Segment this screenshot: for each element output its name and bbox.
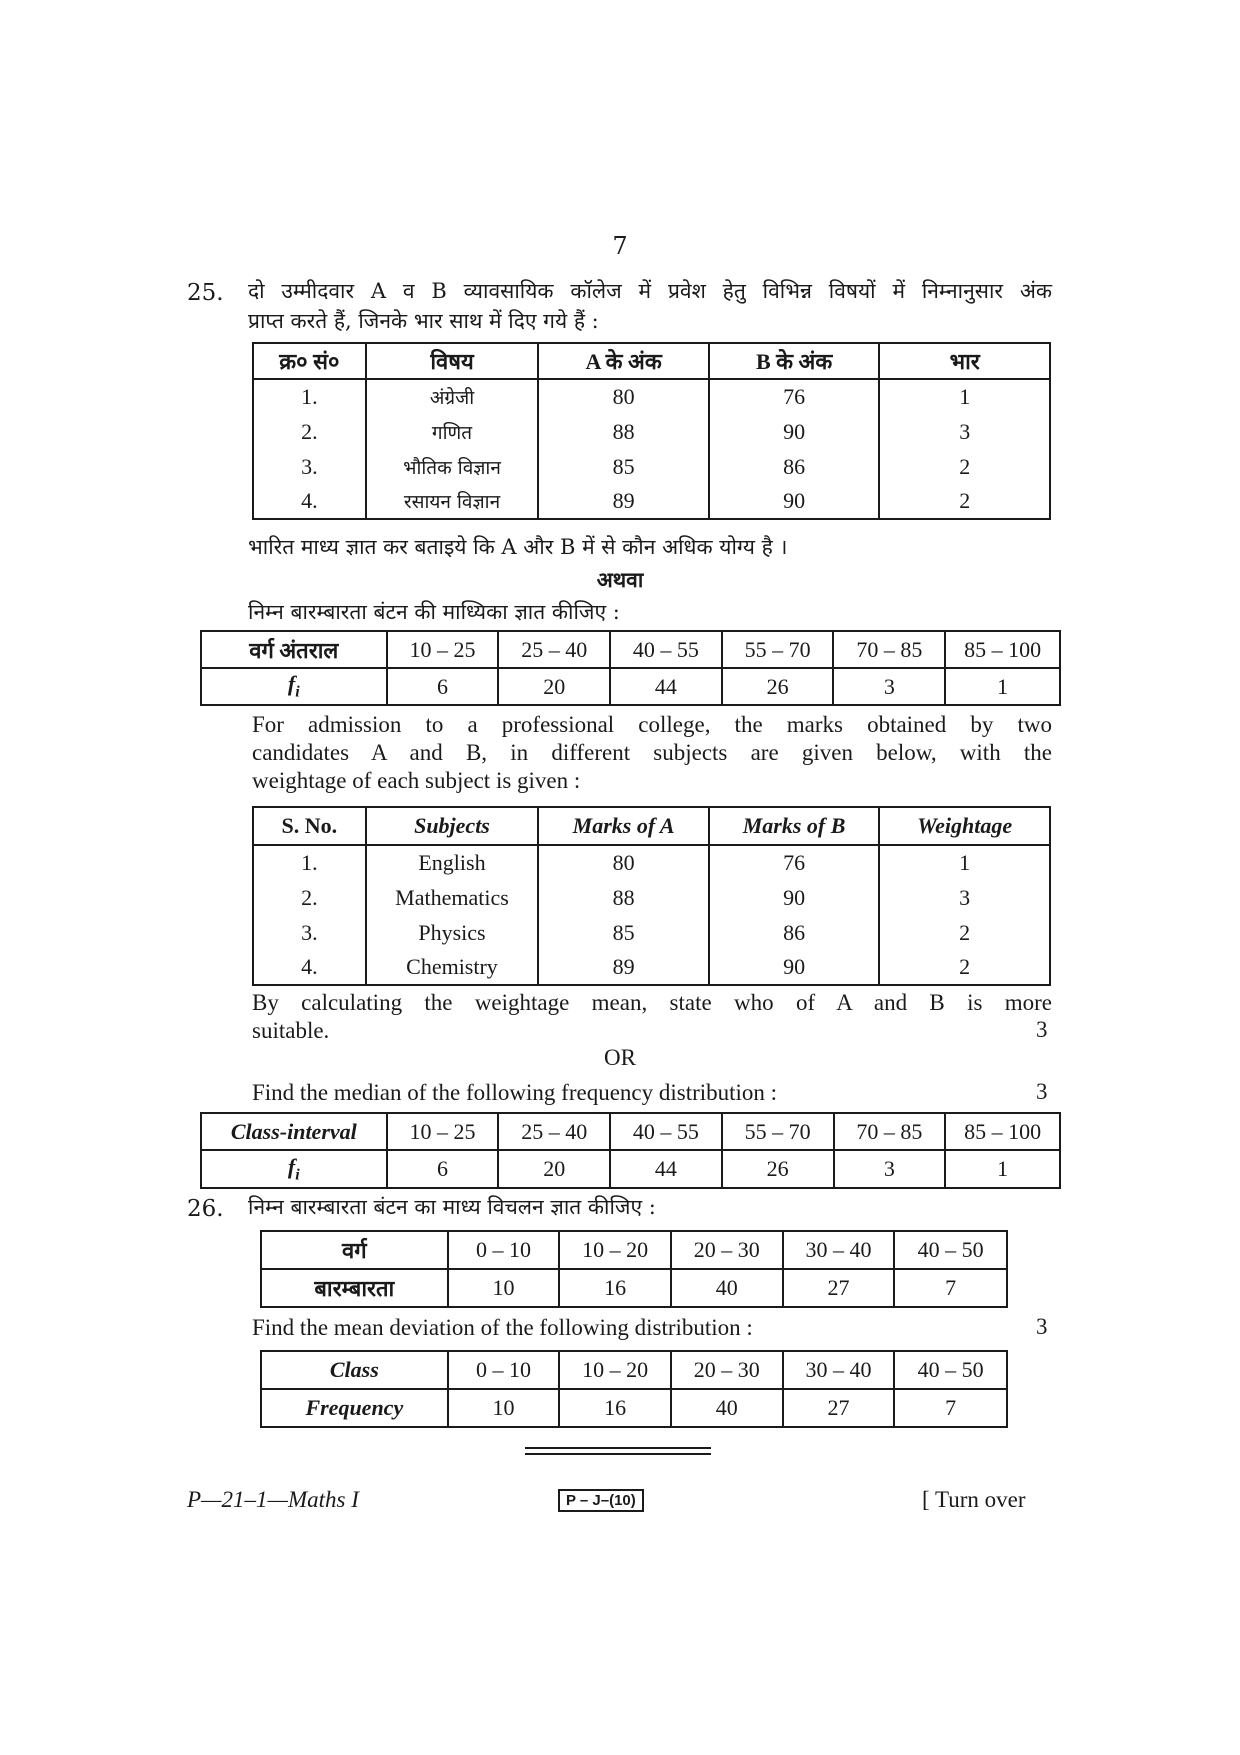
q26-english-frequency-table (260, 1350, 1008, 1428)
cell-frequency: 16 (559, 1389, 671, 1427)
q25-hindi-intro-line-1: दो उम्मीदवार A व B व्यावसायिक कॉलेज में प्रवेश हेतु विभिन्न विषयों में निम्नानुसार अंक (248, 279, 1052, 303)
header-serial-no: S. No. (253, 807, 366, 845)
cell-class: 0 – 10 (448, 1231, 560, 1269)
q25-hindi-frequency-table (200, 630, 1061, 706)
header-marks-a: A के अंक (538, 343, 709, 379)
page-number: 7 (612, 232, 628, 260)
cell: 85 (538, 449, 709, 484)
q25-hindi-intro-line-2: प्राप्त करते हैं, जिनके भार साथ में दिए गये हैं : (248, 309, 599, 333)
cell-interval: 25 – 40 (498, 1113, 610, 1150)
table-row (253, 414, 1050, 449)
cell-frequency: 20 (498, 1150, 610, 1188)
cell-class: 40 – 50 (894, 1351, 1007, 1389)
cell: 88 (538, 880, 708, 915)
question-number-25: 25. (187, 280, 224, 306)
cell: 90 (709, 880, 879, 915)
cell: 3 (879, 880, 1050, 915)
cell-frequency: 26 (722, 668, 834, 705)
cell: 2. (253, 414, 366, 449)
cell: English (366, 845, 539, 880)
cell: 1 (879, 845, 1050, 880)
cell: 2 (879, 484, 1050, 519)
cell: 2 (879, 950, 1050, 985)
cell: 2 (879, 915, 1050, 950)
cell: 2. (253, 880, 366, 915)
section-end-rule-top (525, 1447, 711, 1449)
cell: 1 (879, 379, 1050, 414)
cell-frequency: 3 (833, 668, 945, 705)
cell-frequency: 7 (894, 1269, 1007, 1307)
cell-frequency: 6 (387, 668, 499, 705)
header-subjects: Subjects (366, 807, 539, 845)
label-class: Class (261, 1351, 448, 1389)
cell: रसायन विज्ञान (366, 484, 539, 519)
cell-frequency: 27 (783, 1269, 895, 1307)
cell-interval: 70 – 85 (834, 1113, 946, 1150)
table-row (201, 1150, 1060, 1188)
header-marks-of-a: Marks of A (538, 807, 708, 845)
cell: 90 (709, 484, 880, 519)
footer-turn-over: [ Turn over (922, 1487, 1026, 1512)
table-row (253, 915, 1050, 950)
cell-frequency: 1 (945, 668, 1060, 705)
header-weight: भार (879, 343, 1050, 379)
label-class-interval: Class-interval (201, 1113, 387, 1150)
q25-english-median-intro: Find the median of the following frequency distribution : (252, 1080, 778, 1105)
cell: 3. (253, 915, 366, 950)
table-row (261, 1231, 1007, 1269)
cell: 76 (709, 845, 879, 880)
label-frequency: बारम्बारता (261, 1269, 448, 1307)
cell-class: 20 – 30 (671, 1231, 783, 1269)
cell: 86 (709, 915, 879, 950)
cell-interval: 10 – 25 (387, 1113, 499, 1150)
table-row (201, 668, 1060, 705)
cell: 90 (709, 414, 880, 449)
header-subject: विषय (366, 343, 539, 379)
cell-frequency: 7 (894, 1389, 1007, 1427)
cell: 80 (538, 379, 709, 414)
table-row (253, 845, 1050, 880)
header-serial-no: क्र० सं० (253, 343, 366, 379)
cell-class: 30 – 40 (783, 1351, 895, 1389)
question-number-26: 26. (187, 1196, 224, 1222)
cell: 4. (253, 484, 366, 519)
header-weightage: Weightage (879, 807, 1050, 845)
cell: Chemistry (366, 950, 539, 985)
cell: 80 (538, 845, 708, 880)
cell-frequency: 40 (671, 1389, 783, 1427)
table-row (253, 484, 1050, 519)
cell: 1. (253, 845, 366, 880)
q25-median-marks: 3 (1036, 1079, 1048, 1104)
cell: अंग्रेजी (366, 379, 539, 414)
cell-class: 40 – 50 (894, 1231, 1007, 1269)
header-marks-of-b: Marks of B (709, 807, 879, 845)
cell: 3 (879, 414, 1050, 449)
cell: 2 (879, 449, 1050, 484)
cell: 90 (709, 950, 879, 985)
cell: 86 (709, 449, 880, 484)
footer-paper-code: P—21–1—Maths I (187, 1487, 359, 1512)
cell-frequency: 26 (722, 1150, 834, 1188)
cell-interval: 10 – 25 (387, 631, 499, 668)
cell-frequency: 20 (498, 668, 610, 705)
q25-hindi-or: अथवा (596, 567, 644, 592)
q25-english-question-line-1: By calculating the weightage mean, state who of A and B is more (252, 990, 1052, 1015)
q25-english-or: OR (604, 1045, 636, 1070)
label-class: वर्ग (261, 1231, 448, 1269)
q25-marks: 3 (1036, 1017, 1048, 1042)
label-class-interval: वर्ग अंतराल (201, 631, 387, 668)
cell-class: 0 – 10 (448, 1351, 560, 1389)
cell-frequency: 40 (671, 1269, 783, 1307)
cell-interval: 40 – 55 (610, 631, 722, 668)
section-end-rule-bottom (525, 1453, 711, 1455)
cell-interval: 85 – 100 (945, 1113, 1060, 1150)
table-row (261, 1351, 1007, 1389)
table-row (253, 950, 1050, 985)
cell-frequency: 10 (448, 1389, 560, 1427)
q25-english-intro-line-2: candidates A and B, in different subjects are given below, with the (252, 740, 1052, 765)
cell: 89 (538, 950, 708, 985)
q25-english-intro-line-1: For admission to a professional college, the marks obtained by two (252, 712, 1052, 737)
cell: 4. (253, 950, 366, 985)
cell: भौतिक विज्ञान (366, 449, 539, 484)
cell: 85 (538, 915, 708, 950)
cell: 3. (253, 449, 366, 484)
cell-class: 10 – 20 (559, 1351, 671, 1389)
cell: 88 (538, 414, 709, 449)
table-row (253, 449, 1050, 484)
table-row (253, 880, 1050, 915)
cell-frequency: 44 (610, 668, 722, 705)
q26-english-intro: Find the mean deviation of the following distribution : (252, 1315, 753, 1340)
cell: Mathematics (366, 880, 539, 915)
cell-frequency: 16 (559, 1269, 671, 1307)
cell-class: 10 – 20 (559, 1231, 671, 1269)
cell-interval: 55 – 70 (722, 1113, 834, 1150)
q26-hindi-frequency-table (260, 1230, 1008, 1308)
cell-frequency: 3 (834, 1150, 946, 1188)
table-row (261, 1389, 1007, 1427)
footer-center-code: P – J–(10) (558, 1489, 644, 1512)
cell-frequency: 27 (783, 1389, 895, 1427)
cell: 1. (253, 379, 366, 414)
cell: 89 (538, 484, 709, 519)
q25-english-question-line-2: suitable. (252, 1018, 330, 1043)
q25-hindi-median-intro: निम्न बारम्बारता बंटन की माध्यिका ज्ञात कीजिए : (248, 600, 620, 624)
q25-english-marks-table (252, 806, 1051, 986)
cell-interval: 70 – 85 (833, 631, 945, 668)
table-header-row (253, 807, 1050, 845)
label-frequency: Frequency (261, 1389, 448, 1427)
cell-class: 20 – 30 (671, 1351, 783, 1389)
cell-interval: 40 – 55 (610, 1113, 722, 1150)
cell-frequency: 10 (448, 1269, 560, 1307)
table-row (201, 1113, 1060, 1150)
cell-class: 30 – 40 (783, 1231, 895, 1269)
table-row (261, 1269, 1007, 1307)
q26-marks: 3 (1036, 1314, 1048, 1339)
q25-hindi-marks-table (252, 342, 1051, 520)
q25-hindi-question: भारित माध्य ज्ञात कर बताइये कि A और B में से कौन अधिक योग्य है । (248, 535, 788, 559)
cell-interval: 25 – 40 (498, 631, 610, 668)
table-header-row (253, 343, 1050, 379)
cell-frequency: 44 (610, 1150, 722, 1188)
cell-frequency: 1 (945, 1150, 1060, 1188)
table-row (201, 631, 1060, 668)
label-frequency-fi: $f_i$ (201, 1150, 387, 1188)
cell: 76 (709, 379, 880, 414)
q25-english-frequency-table (200, 1112, 1061, 1189)
cell: Physics (366, 915, 539, 950)
label-frequency-fi: $f_i$ (201, 668, 387, 705)
header-marks-b: B के अंक (709, 343, 880, 379)
cell: गणित (366, 414, 539, 449)
q25-english-intro-line-3: weightage of each subject is given : (252, 768, 581, 793)
table-row (253, 379, 1050, 414)
cell-interval: 85 – 100 (945, 631, 1060, 668)
cell-frequency: 6 (387, 1150, 499, 1188)
q26-hindi-intro: निम्न बारम्बारता बंटन का माध्य विचलन ज्ञात कीजिए : (248, 1195, 656, 1219)
cell-interval: 55 – 70 (722, 631, 834, 668)
